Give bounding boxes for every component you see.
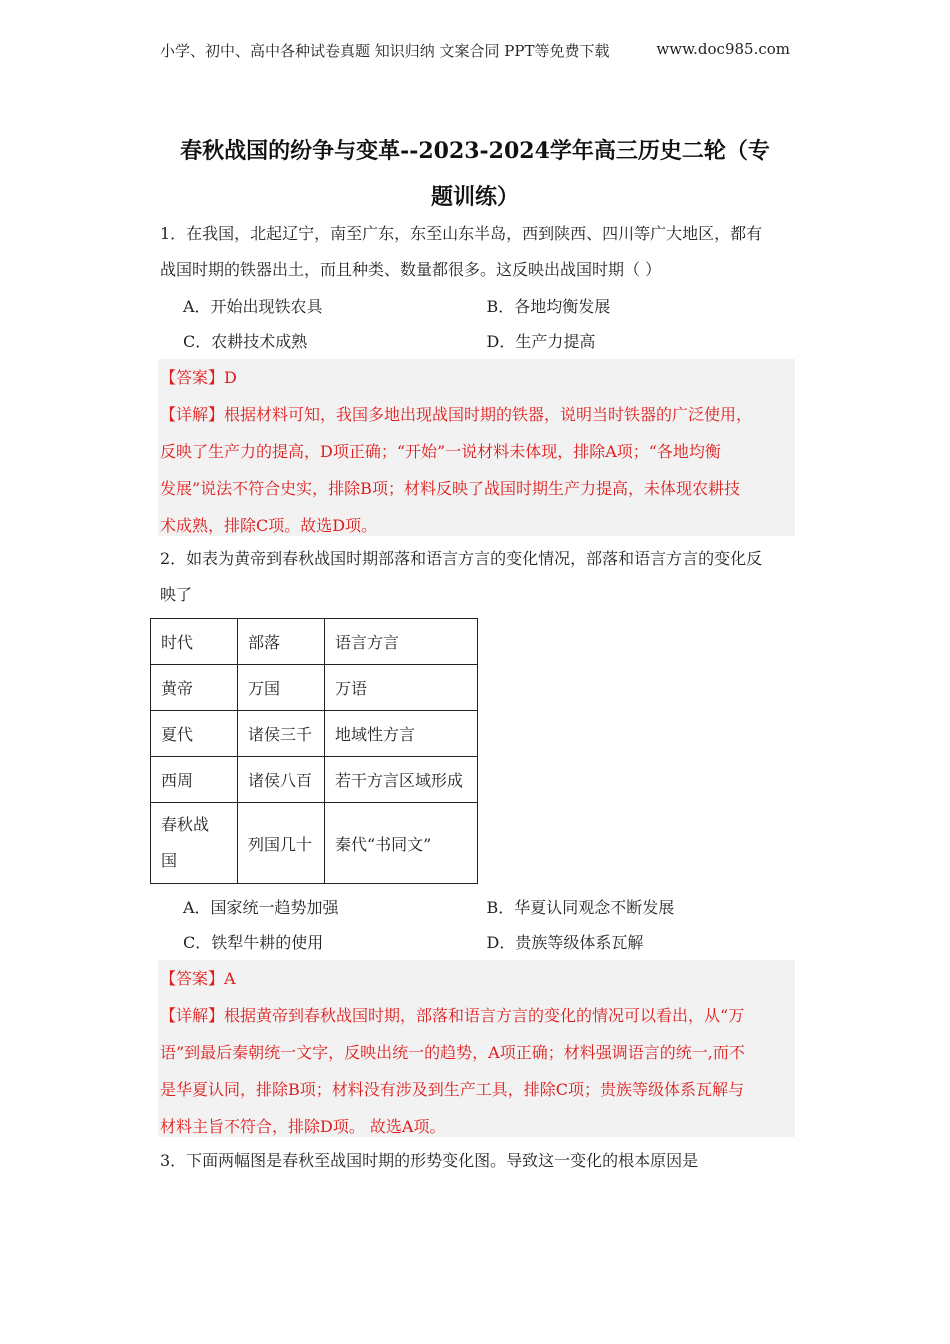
title-line-1: 春秋战国的纷争与变革--2023-2024学年高三历史二轮（专 bbox=[180, 138, 770, 164]
era-table bbox=[150, 618, 478, 884]
detail-tag: 【详解】 bbox=[160, 405, 225, 424]
table-header-cell: 部落 bbox=[238, 619, 325, 665]
table-cell: 西周 bbox=[151, 757, 238, 803]
detail-tag: 【详解】 bbox=[160, 1006, 225, 1025]
q2-option-d: D．贵族等级体系瓦解 bbox=[486, 933, 644, 952]
question-2-options bbox=[183, 890, 790, 960]
era-cell-line-1: 春秋战 bbox=[161, 815, 210, 834]
table-cell: 万语 bbox=[325, 665, 478, 711]
table-cell: 黄帝 bbox=[151, 665, 238, 711]
q2-detail-line-3: 是华夏认同，排除B项；材料没有涉及到生产工具，排除C项；贵族等级体系瓦解与 bbox=[160, 1080, 745, 1099]
document-title bbox=[160, 128, 790, 220]
q1-answer bbox=[160, 359, 793, 396]
question-1-stem bbox=[160, 216, 790, 288]
era-cell-line-2: 国 bbox=[161, 851, 178, 870]
detail-text: 根据黄帝到春秋战国时期，部落和语言方言的变化的情况可以看出，从“万 bbox=[224, 1006, 745, 1025]
table-header-row bbox=[151, 619, 478, 665]
q1-detail-line-1 bbox=[160, 396, 793, 433]
table-cell: 诸侯八百 bbox=[238, 757, 325, 803]
q1-stem-line-2: 战国时期的铁器出土，而且种类、数量都很多。这反映出战国时期（ ） bbox=[160, 260, 662, 279]
table-cell: 地域性方言 bbox=[325, 711, 478, 757]
q1-detail-line-3: 发展”说法不符合史实，排除B项；材料反映了战国时期生产力提高，未体现农耕技 bbox=[160, 479, 740, 498]
table-cell bbox=[151, 803, 238, 884]
table-cell: 万国 bbox=[238, 665, 325, 711]
answer-value: A bbox=[224, 969, 236, 988]
table-row bbox=[151, 665, 478, 711]
q1-option-d: D．生产力提高 bbox=[486, 332, 596, 351]
q3-stem-line: 3．下面两幅图是春秋至战国时期的形势变化图。导致这一变化的根本原因是 bbox=[160, 1151, 699, 1170]
title-line-2: 题训练） bbox=[430, 184, 519, 210]
q1-answer-box bbox=[158, 359, 795, 536]
table-cell: 秦代“书同文” bbox=[325, 803, 478, 884]
detail-text: 根据材料可知，我国多地出现战国时期的铁器，说明当时铁器的广泛使用， bbox=[224, 405, 753, 424]
q2-stem-line-2: 映了 bbox=[160, 585, 193, 604]
table-cell: 诸侯三千 bbox=[238, 711, 325, 757]
q2-option-b: B．华夏认同观念不断发展 bbox=[486, 898, 675, 917]
q2-detail-line-4: 材料主旨不符合，排除D项。 故选A项。 bbox=[160, 1117, 446, 1136]
q2-detail-line-1 bbox=[160, 997, 793, 1034]
table-header-cell: 时代 bbox=[151, 619, 238, 665]
q1-option-b: B．各地均衡发展 bbox=[486, 297, 611, 316]
q1-detail-line-2: 反映了生产力的提高，D项正确；“开始”一说材料未体现，排除A项；“各地均衡 bbox=[160, 442, 721, 461]
question-1-options bbox=[183, 289, 790, 359]
q2-answer bbox=[160, 960, 793, 997]
table-cell: 列国几十 bbox=[238, 803, 325, 884]
table-row bbox=[151, 803, 478, 884]
question-3-stem bbox=[160, 1143, 790, 1179]
table-header-cell: 语言方言 bbox=[325, 619, 478, 665]
table-row bbox=[151, 757, 478, 803]
answer-tag: 【答案】 bbox=[160, 368, 225, 387]
q2-detail-line-2: 语”到最后秦朝统一文字，反映出统一的趋势，A项正确；材料强调语言的统一,而不 bbox=[160, 1043, 745, 1062]
table-cell: 若干方言区域形成 bbox=[325, 757, 478, 803]
q1-option-c: C．农耕技术成熟 bbox=[183, 332, 308, 351]
table-cell: 夏代 bbox=[151, 711, 238, 757]
q1-option-a: A．开始出现铁农具 bbox=[183, 297, 323, 316]
answer-tag: 【答案】 bbox=[160, 969, 225, 988]
q1-detail-line-4: 术成熟，排除C项。故选D项。 bbox=[160, 516, 378, 535]
q1-stem-line-1: 1．在我国，北起辽宁，南至广东，东至山东半岛，西到陕西、四川等广大地区，都有 bbox=[160, 224, 763, 243]
answer-value: D bbox=[224, 368, 237, 387]
page-header bbox=[160, 40, 790, 61]
header-website[interactable]: www.doc985.com bbox=[656, 40, 790, 58]
q2-stem-line-1: 2．如表为黄帝到春秋战国时期部落和语言方言的变化情况，部落和语言方言的变化反 bbox=[160, 549, 763, 568]
q2-option-a: A．国家统一趋势加强 bbox=[183, 898, 339, 917]
q2-answer-box bbox=[158, 960, 795, 1137]
q2-option-c: C．铁犁牛耕的使用 bbox=[183, 933, 324, 952]
header-left-text: 小学、初中、高中各种试卷真题 知识归纳 文案合同 PPT等免费下载 bbox=[160, 42, 610, 60]
question-2-stem bbox=[160, 541, 790, 613]
table-row bbox=[151, 711, 478, 757]
